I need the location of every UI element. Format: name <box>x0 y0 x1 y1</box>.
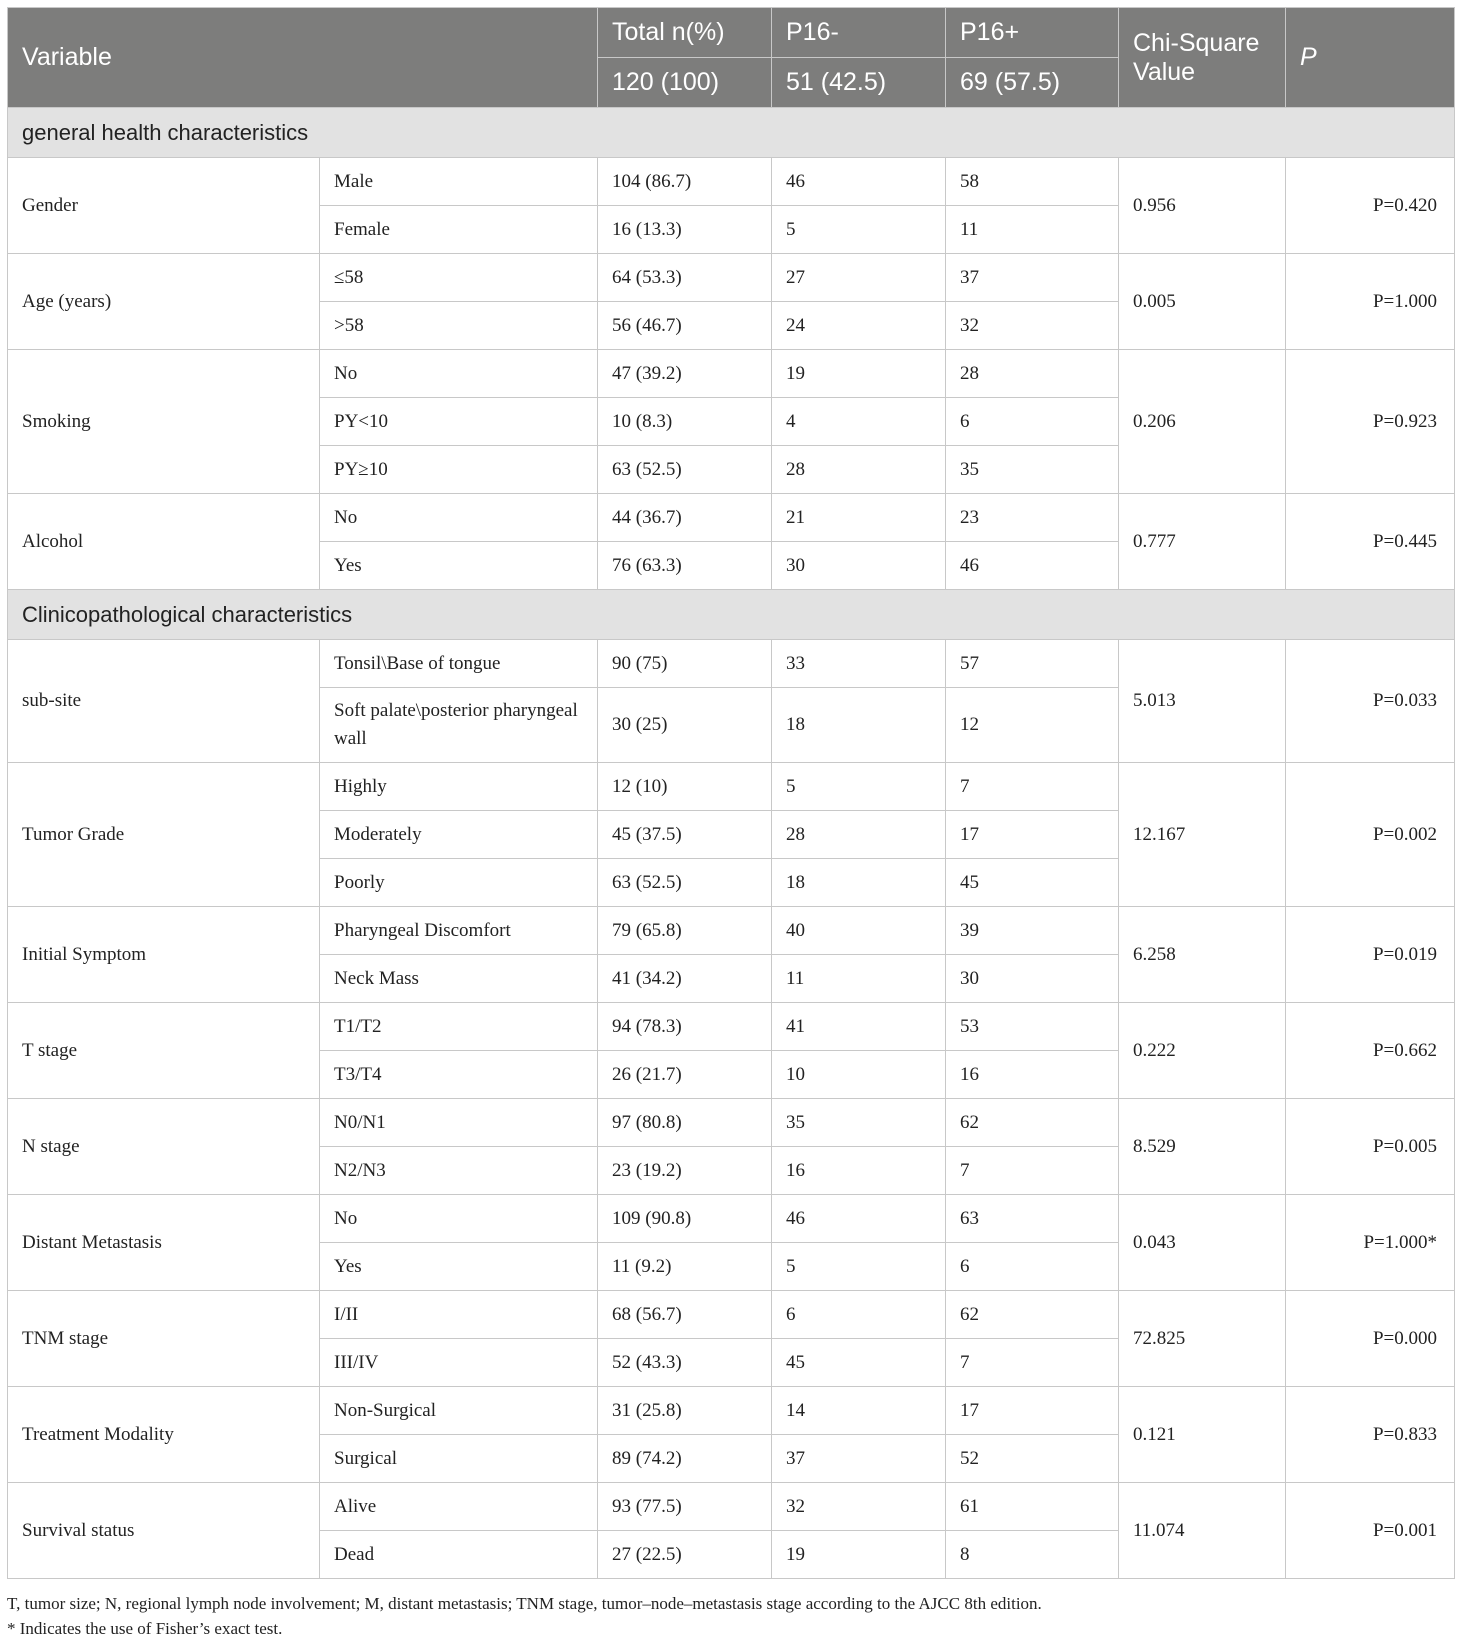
p16-positive-cell: 6 <box>946 398 1119 446</box>
table-row <box>8 1291 1455 1339</box>
table-row <box>8 1387 1455 1435</box>
total-cell: 109 (90.8) <box>598 1195 772 1243</box>
category-cell: Surgical <box>320 1435 598 1483</box>
variable-cell: Distant Metastasis <box>8 1195 320 1291</box>
p16-negative-cell: 46 <box>772 158 946 206</box>
variable-cell: N stage <box>8 1099 320 1195</box>
p16-negative-cell: 45 <box>772 1339 946 1387</box>
p16-negative-cell: 18 <box>772 688 946 763</box>
table-row <box>8 158 1455 206</box>
p-value-cell: P=0.420 <box>1286 158 1455 254</box>
table-row <box>8 907 1455 955</box>
total-cell: 16 (13.3) <box>598 206 772 254</box>
p16-negative-cell: 35 <box>772 1099 946 1147</box>
variable-cell: Age (years) <box>8 254 320 350</box>
p16-positive-cell: 12 <box>946 688 1119 763</box>
p16-positive-cell: 63 <box>946 1195 1119 1243</box>
p16-positive-cell: 39 <box>946 907 1119 955</box>
total-cell: 10 (8.3) <box>598 398 772 446</box>
total-cell: 27 (22.5) <box>598 1531 772 1579</box>
variable-cell: T stage <box>8 1003 320 1099</box>
p-value-cell: P=0.000 <box>1286 1291 1455 1387</box>
p16-positive-cell: 23 <box>946 494 1119 542</box>
p16-negative-cell: 32 <box>772 1483 946 1531</box>
table-row <box>8 763 1455 811</box>
total-cell: 41 (34.2) <box>598 955 772 1003</box>
variable-cell: Gender <box>8 158 320 254</box>
p16-negative-cell: 5 <box>772 763 946 811</box>
p16-negative-cell: 41 <box>772 1003 946 1051</box>
p16-positive-cell: 11 <box>946 206 1119 254</box>
total-cell: 97 (80.8) <box>598 1099 772 1147</box>
section-title: Clinicopathological characteristics <box>8 590 1455 640</box>
category-cell: Moderately <box>320 811 598 859</box>
p16-negative-header: P16- <box>772 8 946 58</box>
p-value-cell: P=0.001 <box>1286 1483 1455 1579</box>
category-cell: No <box>320 1195 598 1243</box>
total-cell: 76 (63.3) <box>598 542 772 590</box>
p16-negative-cell: 37 <box>772 1435 946 1483</box>
variable-cell: Smoking <box>8 350 320 494</box>
variable-cell: Initial Symptom <box>8 907 320 1003</box>
total-cell: 23 (19.2) <box>598 1147 772 1195</box>
p16-negative-cell: 10 <box>772 1051 946 1099</box>
category-cell: Highly <box>320 763 598 811</box>
category-cell: ≤58 <box>320 254 598 302</box>
p16-positive-cell: 57 <box>946 640 1119 688</box>
p16-positive-cell: 37 <box>946 254 1119 302</box>
category-cell: Pharyngeal Discomfort <box>320 907 598 955</box>
chi-square-cell: 0.206 <box>1119 350 1286 494</box>
chi-square-cell: 0.121 <box>1119 1387 1286 1483</box>
p16-positive-cell: 7 <box>946 1339 1119 1387</box>
p-value-cell: P=0.019 <box>1286 907 1455 1003</box>
chi-square-cell: 12.167 <box>1119 763 1286 907</box>
category-cell: Neck Mass <box>320 955 598 1003</box>
p16-negative-cell: 27 <box>772 254 946 302</box>
p16-positive-cell: 17 <box>946 811 1119 859</box>
p16-negative-cell: 33 <box>772 640 946 688</box>
total-cell: 47 (39.2) <box>598 350 772 398</box>
chi-square-cell: 0.956 <box>1119 158 1286 254</box>
category-cell: No <box>320 494 598 542</box>
table-row <box>8 350 1455 398</box>
total-cell: 11 (9.2) <box>598 1243 772 1291</box>
category-cell: Tonsil\Base of tongue <box>320 640 598 688</box>
total-cell: 90 (75) <box>598 640 772 688</box>
chi-square-cell: 6.258 <box>1119 907 1286 1003</box>
p-value-header: P <box>1286 8 1455 108</box>
p16-positive-cell: 35 <box>946 446 1119 494</box>
p16-positive-cell: 6 <box>946 1243 1119 1291</box>
category-cell: Female <box>320 206 598 254</box>
total-cell: 56 (46.7) <box>598 302 772 350</box>
p16-positive-cell: 62 <box>946 1291 1119 1339</box>
p16-negative-cell: 28 <box>772 811 946 859</box>
p-value-cell: P=1.000* <box>1286 1195 1455 1291</box>
category-cell: Dead <box>320 1531 598 1579</box>
category-cell: Male <box>320 158 598 206</box>
category-cell: Alive <box>320 1483 598 1531</box>
p16-negative-cell: 46 <box>772 1195 946 1243</box>
p16-positive-cell: 32 <box>946 302 1119 350</box>
total-cell: 31 (25.8) <box>598 1387 772 1435</box>
p16-negative-cell: 19 <box>772 350 946 398</box>
p-value-cell: P=0.033 <box>1286 640 1455 763</box>
chi-square-cell: 72.825 <box>1119 1291 1286 1387</box>
chi-square-cell: 5.013 <box>1119 640 1286 763</box>
p16-negative-cell: 6 <box>772 1291 946 1339</box>
category-cell: Yes <box>320 542 598 590</box>
table-row <box>8 254 1455 302</box>
total-cell: 63 (52.5) <box>598 859 772 907</box>
category-cell: PY≥10 <box>320 446 598 494</box>
p-value-cell: P=1.000 <box>1286 254 1455 350</box>
p16-negative-cell: 18 <box>772 859 946 907</box>
category-cell: N2/N3 <box>320 1147 598 1195</box>
p16-negative-cell: 5 <box>772 206 946 254</box>
variable-cell: Alcohol <box>8 494 320 590</box>
chi-square-cell: 0.222 <box>1119 1003 1286 1099</box>
total-cell: 52 (43.3) <box>598 1339 772 1387</box>
total-cell: 26 (21.7) <box>598 1051 772 1099</box>
total-cell: 45 (37.5) <box>598 811 772 859</box>
chi-square-cell: 8.529 <box>1119 1099 1286 1195</box>
p-value-cell: P=0.833 <box>1286 1387 1455 1483</box>
p16-positive-cell: 46 <box>946 542 1119 590</box>
variable-header: Variable <box>8 8 598 108</box>
p16-positive-cell: 52 <box>946 1435 1119 1483</box>
category-cell: I/II <box>320 1291 598 1339</box>
category-cell: T3/T4 <box>320 1051 598 1099</box>
p16-positive-cell: 62 <box>946 1099 1119 1147</box>
p16-positive-cell: 7 <box>946 763 1119 811</box>
characteristics-table <box>7 7 1455 1579</box>
table-row <box>8 1003 1455 1051</box>
p16-negative-cell: 21 <box>772 494 946 542</box>
category-cell: Non-Surgical <box>320 1387 598 1435</box>
p16-negative-cell: 28 <box>772 446 946 494</box>
table-row <box>8 1195 1455 1243</box>
fisher-test-note: * Indicates the use of Fisher’s exact test. <box>7 1619 283 1638</box>
category-cell: Poorly <box>320 859 598 907</box>
total-cell: 68 (56.7) <box>598 1291 772 1339</box>
p16-positive-cell: 58 <box>946 158 1119 206</box>
total-cell: 64 (53.3) <box>598 254 772 302</box>
p-value-cell: P=0.662 <box>1286 1003 1455 1099</box>
p16-negative-cell: 11 <box>772 955 946 1003</box>
category-cell: T1/T2 <box>320 1003 598 1051</box>
p16-positive-cell: 28 <box>946 350 1119 398</box>
p16-negative-cell: 14 <box>772 1387 946 1435</box>
table-row <box>8 1099 1455 1147</box>
section-title: general health characteristics <box>8 108 1455 158</box>
p16-negative-cell: 30 <box>772 542 946 590</box>
table-footnotes <box>7 1591 1454 1641</box>
p16-negative-cell: 24 <box>772 302 946 350</box>
p16-positive-cell: 53 <box>946 1003 1119 1051</box>
total-cell: 30 (25) <box>598 688 772 763</box>
p16-negative-cell: 16 <box>772 1147 946 1195</box>
p-value-cell: P=0.002 <box>1286 763 1455 907</box>
total-cell: 79 (65.8) <box>598 907 772 955</box>
category-cell: PY<10 <box>320 398 598 446</box>
variable-cell: Treatment Modality <box>8 1387 320 1483</box>
variable-cell: sub-site <box>8 640 320 763</box>
p16-positive-cell: 16 <box>946 1051 1119 1099</box>
p16-positive-cell: 30 <box>946 955 1119 1003</box>
p16-positive-cell: 17 <box>946 1387 1119 1435</box>
variable-cell: Survival status <box>8 1483 320 1579</box>
chi-square-cell: 0.777 <box>1119 494 1286 590</box>
p16-positive-cell: 7 <box>946 1147 1119 1195</box>
total-cell: 94 (78.3) <box>598 1003 772 1051</box>
category-cell: III/IV <box>320 1339 598 1387</box>
chi-square-cell: 0.005 <box>1119 254 1286 350</box>
chi-square-cell: 11.074 <box>1119 1483 1286 1579</box>
chi-square-cell: 0.043 <box>1119 1195 1286 1291</box>
total-cell: 89 (74.2) <box>598 1435 772 1483</box>
p16-positive-cell: 45 <box>946 859 1119 907</box>
table-body <box>8 108 1455 1579</box>
p16-negative-count-header: 51 (42.5) <box>772 58 946 108</box>
p-value-cell: P=0.923 <box>1286 350 1455 494</box>
table-row <box>8 1483 1455 1531</box>
variable-cell: TNM stage <box>8 1291 320 1387</box>
table-row <box>8 640 1455 688</box>
total-cell: 104 (86.7) <box>598 158 772 206</box>
p16-negative-cell: 5 <box>772 1243 946 1291</box>
total-cell: 12 (10) <box>598 763 772 811</box>
abbreviation-note: T, tumor size; N, regional lymph node involvement; M, distant metastasis; TNM stage, tumor–node–metastasis stage according to the AJCC 8th edition. <box>7 1594 1042 1613</box>
variable-cell: Tumor Grade <box>8 763 320 907</box>
p-value-cell: P=0.005 <box>1286 1099 1455 1195</box>
total-count-header: 120 (100) <box>598 58 772 108</box>
table-header <box>8 8 1455 108</box>
category-cell: >58 <box>320 302 598 350</box>
category-cell: Yes <box>320 1243 598 1291</box>
p16-negative-cell: 4 <box>772 398 946 446</box>
p16-positive-cell: 8 <box>946 1531 1119 1579</box>
total-header: Total n(%) <box>598 8 772 58</box>
p16-positive-header: P16+ <box>946 8 1119 58</box>
chi-square-header: Chi-Square Value <box>1119 8 1286 108</box>
category-cell: No <box>320 350 598 398</box>
p16-positive-cell: 61 <box>946 1483 1119 1531</box>
total-cell: 63 (52.5) <box>598 446 772 494</box>
table-row <box>8 494 1455 542</box>
category-cell: N0/N1 <box>320 1099 598 1147</box>
total-cell: 93 (77.5) <box>598 1483 772 1531</box>
table-container <box>7 7 1454 1641</box>
p16-negative-cell: 19 <box>772 1531 946 1579</box>
p16-negative-cell: 40 <box>772 907 946 955</box>
category-cell: Soft palate\posterior pharyngeal wall <box>320 688 598 763</box>
total-cell: 44 (36.7) <box>598 494 772 542</box>
p16-positive-count-header: 69 (57.5) <box>946 58 1119 108</box>
p-value-cell: P=0.445 <box>1286 494 1455 590</box>
